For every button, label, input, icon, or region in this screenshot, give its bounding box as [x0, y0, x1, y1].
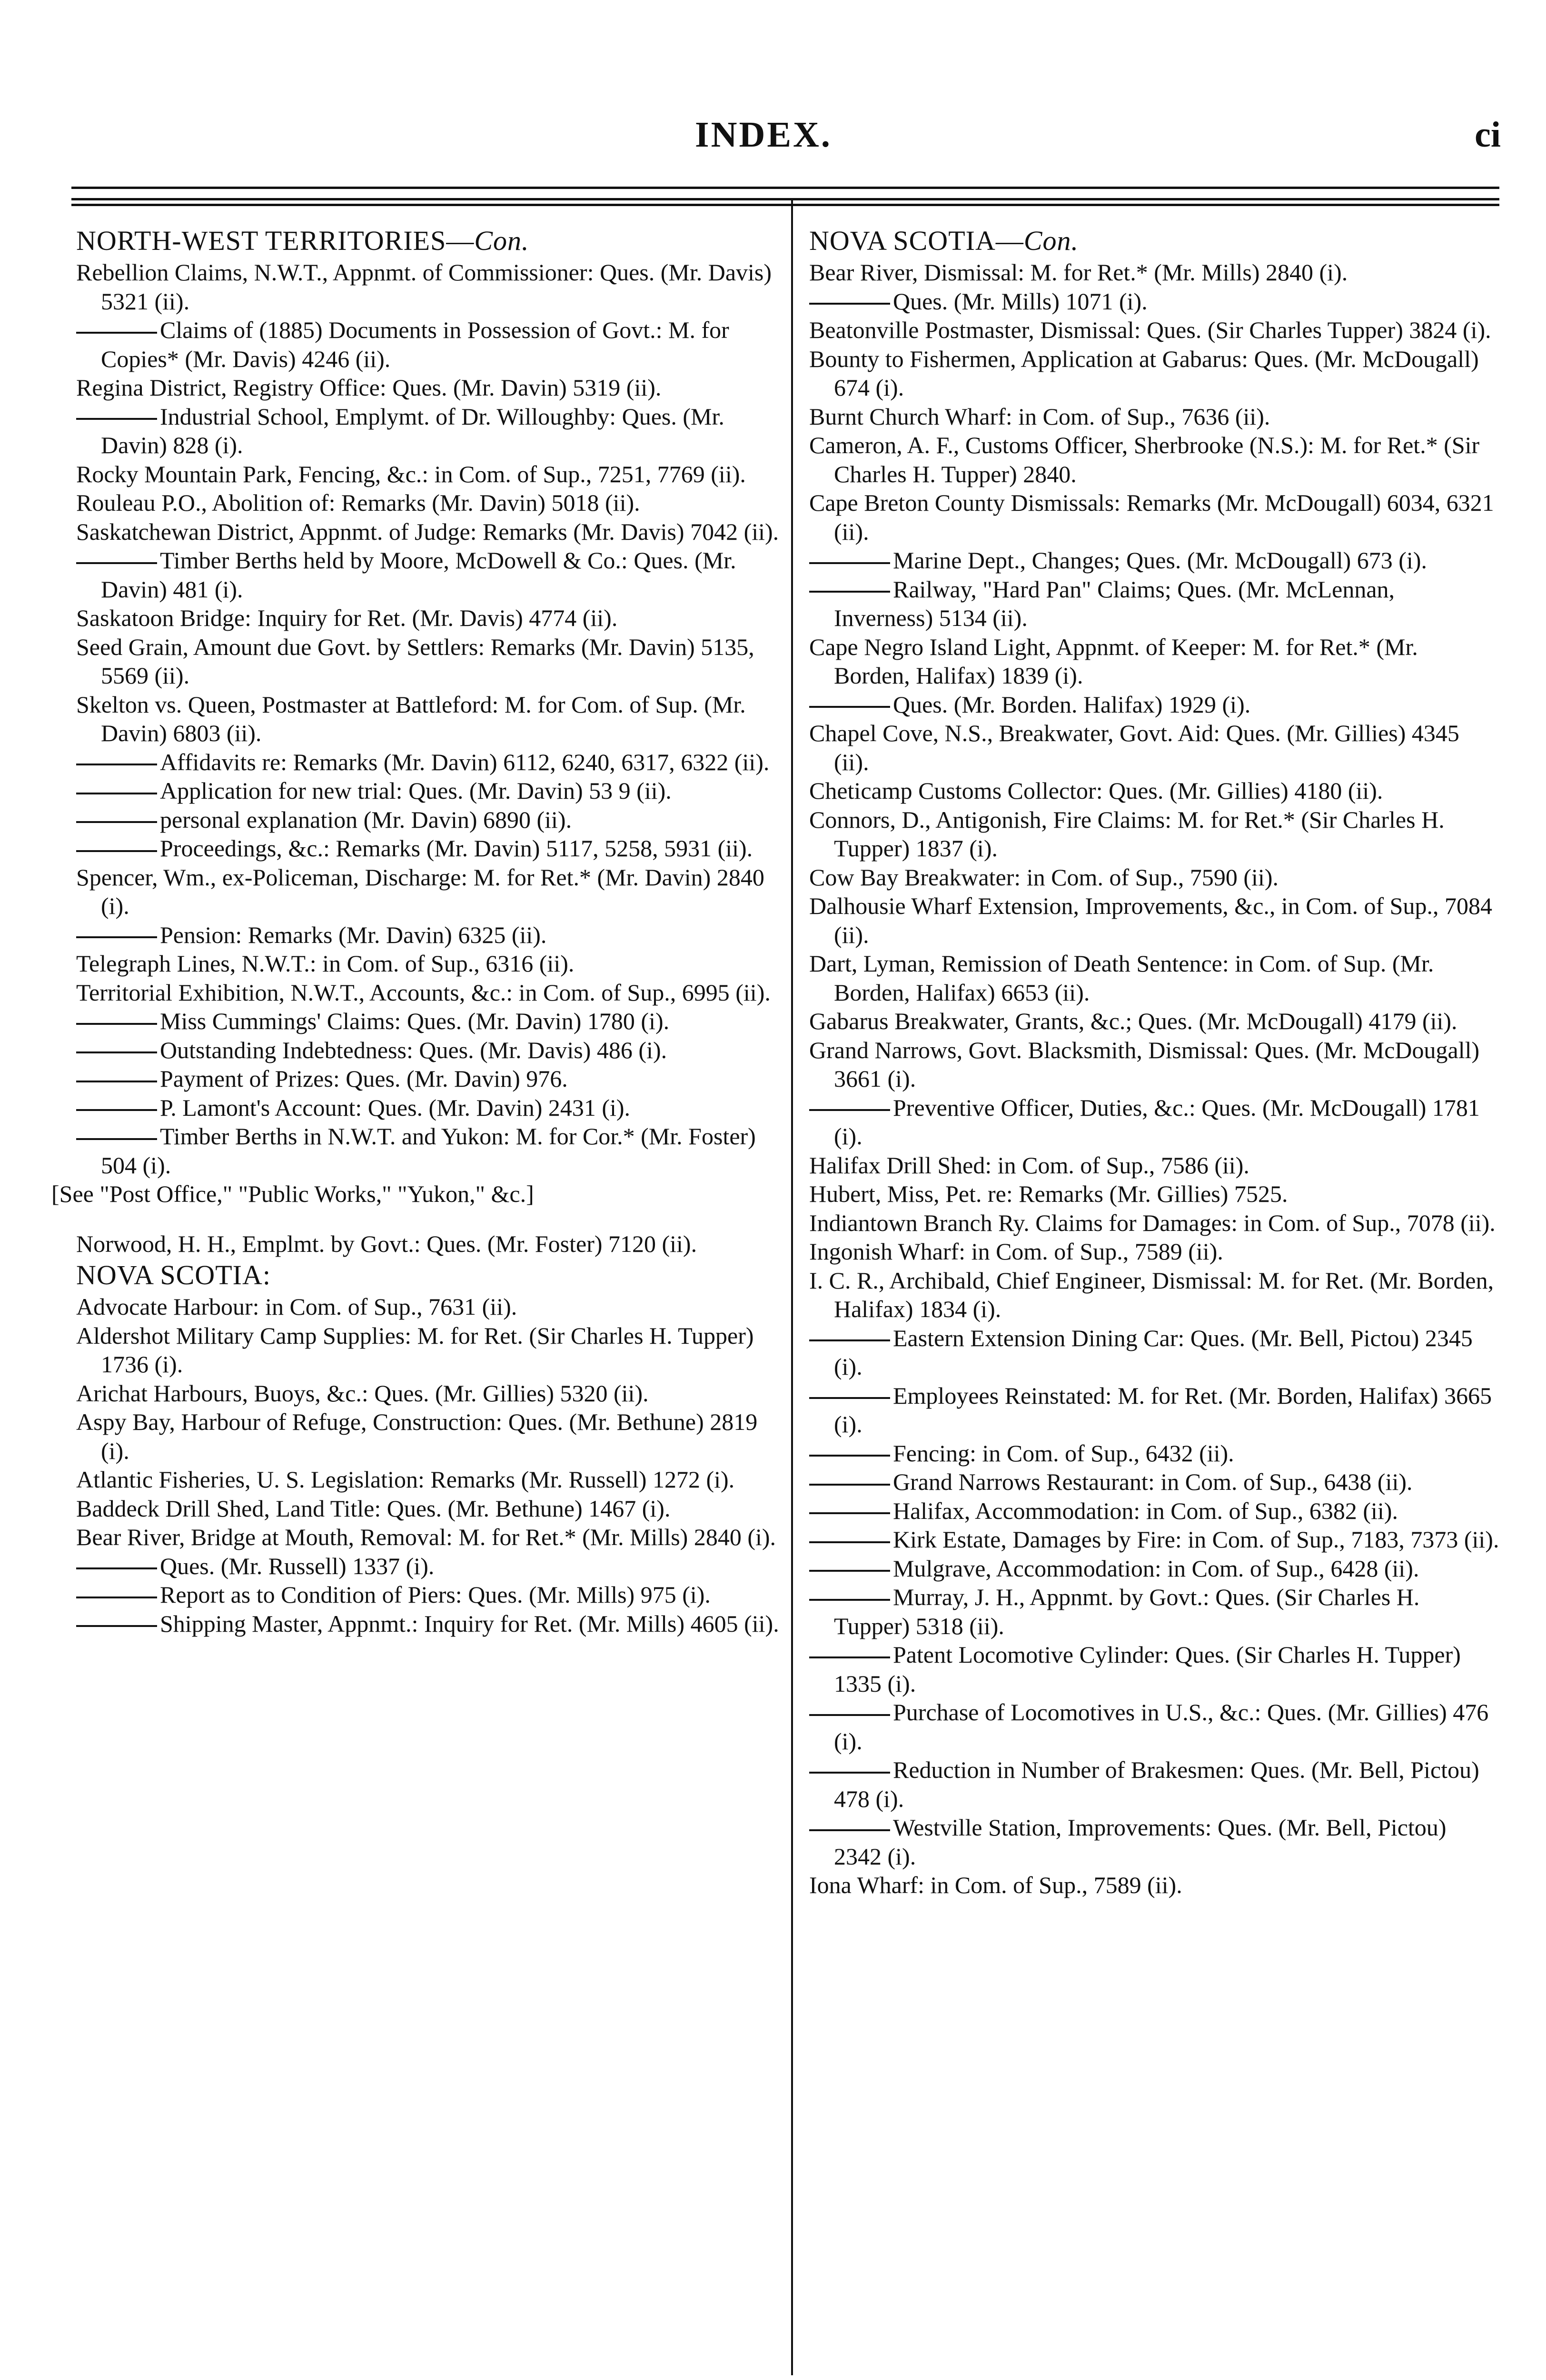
- index-entry: [76, 1379, 781, 1408]
- entry-text: Atlantic Fisheries, U. S. Legislation: Remarks (Mr. Russell) 1272 (i).: [76, 1466, 735, 1493]
- entry-text: Chapel Cove, N.S., Breakwater, Govt. Aid: Ques. (Mr. Gillies) 4345 (ii).: [809, 720, 1459, 775]
- entry-text: Regina District, Registry Office: Ques. (Mr. Davin) 5319 (ii).: [76, 374, 662, 401]
- index-entry: [809, 892, 1499, 949]
- index-entry: [809, 805, 1499, 863]
- entry-text: Grand Narrows, Govt. Blacksmith, Dismissal: Ques. (Mr. McDougall) 3661 (i).: [809, 1036, 1480, 1092]
- entry-text: personal explanation (Mr. Davin) 6890 (ii).: [160, 806, 572, 833]
- entry-text: Cape Breton County Dismissals: Remarks (Mr. McDougall) 6034, 6321 (ii).: [809, 489, 1494, 545]
- ditto-dash: [809, 591, 890, 593]
- entry-text: Reduction in Number of Brakesmen: Ques. (Mr. Bell, Pictou) 478 (i).: [834, 1756, 1479, 1812]
- entry-text: Cow Bay Breakwater: in Com. of Sup., 7590 (ii).: [809, 863, 1278, 891]
- entry-text: Ques. (Mr. Mills) 1071 (i).: [893, 288, 1148, 315]
- entry-text: Timber Berths in N.W.T. and Yukon: M. for Cor.* (Mr. Foster) 504 (i).: [101, 1123, 756, 1179]
- entry-text: Timber Berths held by Moore, McDowell & Co.: Ques. (Mr. Davin) 481 (i).: [101, 547, 736, 603]
- entry-text: Grand Narrows Restaurant: in Com. of Sup., 6438 (ii).: [893, 1468, 1413, 1495]
- ditto-dash: [809, 1541, 890, 1543]
- entry-text: P. Lamont's Account: Ques. (Mr. Davin) 2431 (i).: [160, 1094, 631, 1121]
- index-entry: [76, 604, 781, 633]
- index-subentry: [76, 748, 781, 777]
- entry-text: Arichat Harbours, Buoys, &c.: Ques. (Mr. Gillies) 5320 (ii).: [76, 1379, 649, 1407]
- entry-text: Cameron, A. F., Customs Officer, Sherbrooke (N.S.): M. for Ret.* (Sir Charles H. Tupper) 2840.: [809, 432, 1480, 487]
- ditto-dash: [76, 793, 157, 794]
- index-entry: [76, 690, 781, 748]
- index-subentry: [809, 1324, 1499, 1381]
- entry-text: Patent Locomotive Cylinder: Ques. (Sir Charles H. Tupper) 1335 (i).: [834, 1641, 1461, 1697]
- entry-text: Territorial Exhibition, N.W.T., Accounts, &c.: in Com. of Sup., 6995 (ii).: [76, 979, 771, 1006]
- ditto-dash: [809, 1397, 890, 1399]
- index-subentry: [76, 1007, 781, 1036]
- section-heading-text: NOVA SCOTIA:: [76, 1259, 271, 1290]
- ditto-dash: [809, 1714, 890, 1716]
- index-entry: [76, 460, 781, 489]
- ditto-dash: [76, 936, 157, 938]
- entry-text: Ques. (Mr. Borden. Halifax) 1929 (i).: [893, 691, 1251, 718]
- ditto-dash: [809, 1455, 890, 1457]
- index-subentry: [76, 1093, 781, 1122]
- index-subentry: [809, 1439, 1499, 1468]
- index-subentry: [76, 805, 781, 834]
- entry-text: Payment of Prizes: Ques. (Mr. Davin) 976.: [160, 1065, 568, 1092]
- ditto-dash: [809, 1570, 890, 1572]
- index-entry: [809, 1209, 1499, 1238]
- index-entry: [76, 258, 781, 316]
- entry-text: Rouleau P.O., Abolition of: Remarks (Mr. Davin) 5018 (ii).: [76, 489, 640, 516]
- column-divider: [791, 200, 793, 2375]
- index-entry: [76, 633, 781, 690]
- entry-text: Eastern Extension Dining Car: Ques. (Mr. Bell, Pictou) 2345 (i).: [834, 1324, 1473, 1380]
- section-heading-text: NORTH-WEST TERRITORIES—: [76, 225, 475, 256]
- ditto-dash: [76, 1081, 157, 1082]
- entry-text: Beatonville Postmaster, Dismissal: Ques. (Sir Charles Tupper) 3824 (i).: [809, 317, 1491, 343]
- index-entry: [76, 517, 781, 546]
- index-subentry: [76, 921, 781, 950]
- entry-text: Rocky Mountain Park, Fencing, &c.: in Com. of Sup., 7251, 7769 (ii).: [76, 460, 746, 487]
- index-subentry: [809, 1497, 1499, 1526]
- index-subentry: [76, 1036, 781, 1065]
- index-entry: [76, 373, 781, 402]
- ditto-dash: [76, 1023, 157, 1025]
- ditto-dash: [76, 1051, 157, 1053]
- entry-text: Shipping Master, Appnmt.: Inquiry for Ret. (Mr. Mills) 4605 (ii).: [160, 1610, 779, 1637]
- section-continued-label: Con.: [1023, 225, 1079, 256]
- ditto-dash: [809, 1829, 890, 1831]
- entry-text: Baddeck Drill Shed, Land Title: Ques. (Mr. Bethune) 1467 (i).: [76, 1495, 671, 1522]
- entry-text: [See "Post Office," "Public Works," "Yukon," &c.]: [51, 1180, 534, 1207]
- entry-text: Halifax, Accommodation: in Com. of Sup., 6382 (ii).: [893, 1497, 1398, 1524]
- index-subentry: [76, 834, 781, 863]
- entry-text: Bear River, Bridge at Mouth, Removal: M. for Ret.* (Mr. Mills) 2840 (i).: [76, 1524, 776, 1550]
- index-entry: [809, 1007, 1499, 1036]
- ditto-dash: [76, 850, 157, 852]
- index-subentry: [809, 1554, 1499, 1583]
- index-entry: [76, 1292, 781, 1321]
- spacer: [76, 1209, 781, 1230]
- index-entry: [809, 431, 1499, 488]
- index-entry: [809, 1036, 1499, 1093]
- section-heading: [76, 224, 781, 258]
- right-column: [809, 224, 1499, 1900]
- page-title: INDEX.: [695, 115, 832, 155]
- ditto-dash: [809, 562, 890, 564]
- entry-text: I. C. R., Archibald, Chief Engineer, Dismissal: M. for Ret. (Mr. Borden, Halifax) 1834 (i).: [809, 1267, 1494, 1322]
- entry-text: Saskatoon Bridge: Inquiry for Ret. (Mr. Davis) 4774 (ii).: [76, 605, 618, 631]
- index-entry: [76, 1465, 781, 1494]
- entry-text: Report as to Condition of Piers: Ques. (Mr. Mills) 975 (i).: [160, 1581, 711, 1608]
- ditto-dash: [76, 821, 157, 823]
- ditto-dash: [76, 418, 157, 420]
- index-entry: [76, 1321, 781, 1379]
- entry-text: Spencer, Wm., ex-Policeman, Discharge: M. for Ret.* (Mr. Davin) 2840 (i).: [76, 863, 764, 919]
- index-entry: [809, 863, 1499, 892]
- entry-text: Bear River, Dismissal: M. for Ret.* (Mr. Mills) 2840 (i).: [809, 259, 1348, 286]
- index-entry: [76, 978, 781, 1007]
- entry-text: Hubert, Miss, Pet. re: Remarks (Mr. Gillies) 7525.: [809, 1180, 1288, 1207]
- left-column: [51, 224, 781, 1638]
- index-subentry: [76, 402, 781, 460]
- ditto-dash: [809, 1512, 890, 1514]
- index-entry: [76, 1230, 781, 1259]
- index-subentry: [76, 1552, 781, 1581]
- entry-text: Seed Grain, Amount due Govt. by Settlers: Remarks (Mr. Davin) 5135, 5569 (ii).: [76, 633, 754, 689]
- entry-text: Skelton vs. Queen, Postmaster at Battleford: M. for Com. of Sup. (Mr. Davin) 6803 (ii).: [76, 691, 746, 746]
- index-entry: [809, 719, 1499, 776]
- entry-text: Telegraph Lines, N.W.T.: in Com. of Sup., 6316 (ii).: [76, 950, 575, 977]
- entry-text: Proceedings, &c.: Remarks (Mr. Davin) 5117, 5258, 5931 (ii).: [160, 835, 753, 862]
- entry-text: Murray, J. H., Appnmt. by Govt.: Ques. (Sir Charles H. Tupper) 5318 (ii).: [834, 1584, 1420, 1639]
- index-entry: [809, 345, 1499, 402]
- index-entry: [809, 402, 1499, 431]
- header-rule-bottom: [71, 204, 1499, 206]
- entry-text: Kirk Estate, Damages by Fire: in Com. of Sup., 7183, 7373 (ii).: [893, 1526, 1499, 1553]
- index-subentry: [809, 1093, 1499, 1151]
- entry-text: Affidavits re: Remarks (Mr. Davin) 6112, 6240, 6317, 6322 (ii).: [160, 748, 770, 775]
- entry-text: Saskatchewan District, Appnmt. of Judge: Remarks (Mr. Davis) 7042 (ii).: [76, 518, 779, 545]
- ditto-dash: [809, 303, 890, 305]
- section-continued-label: Con.: [474, 225, 529, 256]
- section-heading: [809, 224, 1499, 258]
- entry-text: Employees Reinstated: M. for Ret. (Mr. Borden, Halifax) 3665 (i).: [834, 1382, 1492, 1438]
- index-entry: [809, 776, 1499, 805]
- entry-text: Bounty to Fishermen, Application at Gabarus: Ques. (Mr. McDougall) 674 (i).: [809, 345, 1479, 401]
- ditto-dash: [76, 1109, 157, 1111]
- entry-text: Dalhousie Wharf Extension, Improvements, &c., in Com. of Sup., 7084 (ii).: [809, 892, 1492, 948]
- index-entry: [809, 316, 1499, 345]
- index-entry: [809, 258, 1499, 287]
- index-subentry: [809, 1468, 1499, 1497]
- ditto-dash: [76, 1567, 157, 1569]
- entry-text: Mulgrave, Accommodation: in Com. of Sup., 6428 (ii).: [893, 1555, 1419, 1582]
- entry-text: Halifax Drill Shed: in Com. of Sup., 7586 (ii).: [809, 1151, 1249, 1179]
- entry-text: Cape Negro Island Light, Appnmt. of Keeper: M. for Ret.* (Mr. Borden, Halifax) 1839 (i).: [809, 633, 1418, 689]
- index-subentry: [809, 690, 1499, 719]
- index-entry: [809, 949, 1499, 1007]
- entry-text: Ingonish Wharf: in Com. of Sup., 7589 (ii).: [809, 1238, 1223, 1265]
- ditto-dash: [809, 1599, 890, 1601]
- section-heading: [76, 1258, 781, 1292]
- index-entry: [76, 1523, 781, 1552]
- entry-text: Fencing: in Com. of Sup., 6432 (ii).: [893, 1439, 1234, 1467]
- entry-text: Indiantown Branch Ry. Claims for Damages: in Com. of Sup., 7078 (ii).: [809, 1209, 1496, 1236]
- entry-text: Industrial School, Emplymt. of Dr. Willoughby: Ques. (Mr. Davin) 828 (i).: [101, 403, 724, 458]
- index-entry: [809, 1871, 1499, 1900]
- ditto-dash: [76, 562, 157, 564]
- header-rules: [71, 187, 1499, 210]
- index-entry: [76, 949, 781, 978]
- entry-text: Purchase of Locomotives in U.S., &c.: Ques. (Mr. Gillies) 476 (i).: [834, 1699, 1489, 1755]
- entry-text: Advocate Harbour: in Com. of Sup., 7631 (ii).: [76, 1293, 517, 1320]
- entry-text: Rebellion Claims, N.W.T., Appnmt. of Commissioner: Ques. (Mr. Davis) 5321 (ii).: [76, 259, 772, 315]
- index-entry: [809, 1266, 1499, 1324]
- cross-reference: [51, 1180, 781, 1209]
- page-number: ci: [1475, 115, 1501, 155]
- entry-text: Railway, "Hard Pan" Claims; Ques. (Mr. McLennan, Inverness) 5134 (ii).: [834, 575, 1395, 631]
- entry-text: Pension: Remarks (Mr. Davin) 6325 (ii).: [160, 921, 547, 948]
- index-subentry: [76, 1122, 781, 1180]
- section-heading-text: NOVA SCOTIA—: [809, 225, 1024, 256]
- entry-text: Iona Wharf: in Com. of Sup., 7589 (ii).: [809, 1872, 1182, 1898]
- index-subentry: [809, 1698, 1499, 1755]
- index-entry: [809, 633, 1499, 690]
- entry-text: Ques. (Mr. Russell) 1337 (i).: [160, 1552, 435, 1579]
- ditto-dash: [809, 1339, 890, 1341]
- ditto-dash: [76, 764, 157, 765]
- index-subentry: [809, 1583, 1499, 1640]
- entry-text: Claims of (1885) Documents in Possession of Govt.: M. for Copies* (Mr. Davis) 4246 (ii).: [101, 317, 729, 372]
- entry-text: Aldershot Military Camp Supplies: M. for Ret. (Sir Charles H. Tupper) 1736 (i).: [76, 1322, 754, 1378]
- index-entry: [76, 1494, 781, 1523]
- header-rule-top: [71, 187, 1499, 189]
- ditto-dash: [809, 1656, 890, 1658]
- entry-text: Miss Cummings' Claims: Ques. (Mr. Davin) 1780 (i).: [160, 1008, 670, 1034]
- entry-text: Gabarus Breakwater, Grants, &c.; Ques. (Mr. McDougall) 4179 (ii).: [809, 1008, 1457, 1034]
- index-subentry: [76, 776, 781, 805]
- index-subentry: [76, 546, 781, 604]
- index-subentry: [809, 1755, 1499, 1813]
- index-entry: [76, 488, 781, 517]
- entry-text: Cheticamp Customs Collector: Ques. (Mr. Gillies) 4180 (ii).: [809, 777, 1383, 804]
- index-entry: [809, 1151, 1499, 1180]
- index-subentry: [76, 316, 781, 373]
- ditto-dash: [809, 1772, 890, 1774]
- page-header: [0, 114, 1546, 171]
- entry-text: Marine Dept., Changes; Ques. (Mr. McDougall) 673 (i).: [893, 547, 1427, 574]
- ditto-dash: [76, 1138, 157, 1140]
- ditto-dash: [76, 1597, 157, 1598]
- entry-text: Connors, D., Antigonish, Fire Claims: M. for Ret.* (Sir Charles H. Tupper) 1837 (i).: [809, 806, 1445, 862]
- index-subentry: [809, 287, 1499, 316]
- entry-text: Application for new trial: Ques. (Mr. Davin) 53 9 (ii).: [160, 777, 672, 804]
- ditto-dash: [809, 706, 890, 708]
- index-subentry: [809, 1813, 1499, 1871]
- index-subentry: [76, 1064, 781, 1093]
- index-subentry: [809, 1381, 1499, 1439]
- ditto-dash: [76, 1625, 157, 1627]
- index-subentry: [809, 575, 1499, 633]
- ditto-dash: [76, 332, 157, 334]
- header-rule-middle: [71, 198, 1499, 200]
- index-subentry: [76, 1609, 781, 1638]
- index-subentry: [809, 1525, 1499, 1554]
- ditto-dash: [809, 1109, 890, 1111]
- index-subentry: [809, 546, 1499, 575]
- entry-text: Westville Station, Improvements: Ques. (Mr. Bell, Pictou) 2342 (i).: [834, 1814, 1447, 1870]
- index-subentry: [76, 1580, 781, 1609]
- ditto-dash: [809, 1484, 890, 1486]
- index-entry: [809, 488, 1499, 546]
- entry-text: Preventive Officer, Duties, &c.: Ques. (Mr. McDougall) 1781 (i).: [834, 1094, 1480, 1150]
- entry-text: Burnt Church Wharf: in Com. of Sup., 7636 (ii).: [809, 403, 1270, 430]
- entry-text: Outstanding Indebtedness: Ques. (Mr. Davis) 486 (i).: [160, 1036, 667, 1063]
- index-entry: [76, 1408, 781, 1465]
- index-entry: [809, 1237, 1499, 1266]
- entry-text: Norwood, H. H., Emplmt. by Govt.: Ques. (Mr. Foster) 7120 (ii).: [76, 1230, 697, 1257]
- entry-text: Aspy Bay, Harbour of Refuge, Construction: Ques. (Mr. Bethune) 2819 (i).: [76, 1408, 758, 1464]
- index-subentry: [809, 1640, 1499, 1698]
- entry-text: Dart, Lyman, Remission of Death Sentence: in Com. of Sup. (Mr. Borden, Halifax) 6653 (ii).: [809, 950, 1434, 1006]
- index-entry: [809, 1180, 1499, 1209]
- index-entry: [76, 863, 781, 921]
